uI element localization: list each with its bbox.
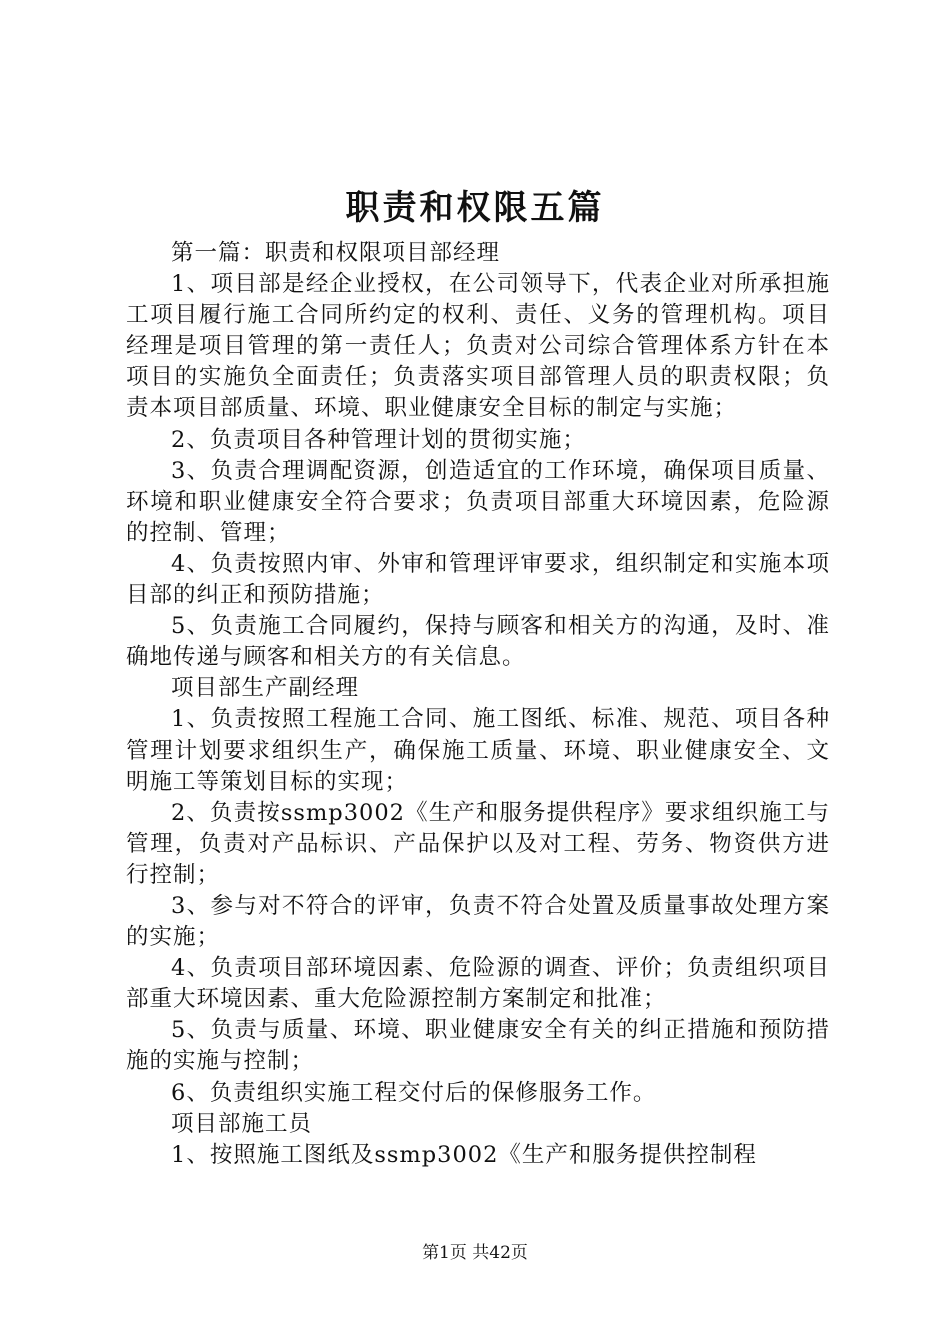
page-total: 共42页 (472, 1243, 528, 1263)
paragraph: 6、负责组织实施工程交付后的保修服务工作。 (171, 1079, 657, 1106)
document-body (126, 238, 830, 1171)
paragraph: 1、负责按照工程施工合同、施工图纸、标准、规范、项目各种管理计划要求组织生产，确保施工质量、环境、职业健康安全、文明施工等策划目标的实现； (126, 706, 830, 795)
section-heading: 第一篇：职责和权限项目部经理 (171, 240, 501, 266)
paragraph: 4、负责按照内审、外审和管理评审要求，组织制定和实施本项目部的纠正和预防措施； (126, 550, 830, 609)
paragraph: 3、参与对不符合的评审，负责不符合处置及质量事故处理方案的实施； (126, 892, 830, 951)
paragraph: 5、负责施工合同履约，保持与顾客和相关方的沟通，及时、准确地传递与顾客和相关方的有关信息。 (126, 613, 830, 671)
page-footer (0, 1242, 950, 1264)
paragraph: 1、项目部是经企业授权，在公司领导下，代表企业对所承担施工项目履行施工合同所约定的权利、责任、义务的管理机构。项目经理是项目管理的第一责任人；负责对公司综合管理体系方针在本项目的实施负全面责任；负责落实项目部管理人员的职责权限；负责本项目部质量、环境、职业健康安全目标的制定与实施； (126, 271, 830, 422)
paragraph: 3、负责合理调配资源，创造适宜的工作环境，确保项目质量、环境和职业健康安全符合要求；负责项目部重大环境因素，危险源的控制、管理； (126, 457, 830, 546)
paragraph: 5、负责与质量、环境、职业健康安全有关的纠正措施和预防措施的实施与控制； (126, 1017, 830, 1075)
paragraph: 2、负责按ssmp3002《生产和服务提供程序》要求组织施工与管理，负责对产品标识、产品保护以及对工程、劳务、物资供方进行控制； (126, 799, 830, 888)
section-heading: 项目部施工员 (171, 1110, 313, 1137)
document-title: 职责和权限五篇 (345, 188, 605, 228)
section-heading: 项目部生产副经理 (171, 675, 360, 702)
paragraph: 2、负责项目各种管理计划的贯彻实施； (171, 426, 586, 453)
paragraph: 1、按照施工图纸及ssmp3002《生产和服务提供控制程 (171, 1141, 757, 1168)
paragraph: 4、负责项目部环境因素、危险源的调查、评价；负责组织项目部重大环境因素、重大危险源控制方案制定和批准； (126, 955, 830, 1013)
page-number: 第1页 (422, 1243, 467, 1263)
